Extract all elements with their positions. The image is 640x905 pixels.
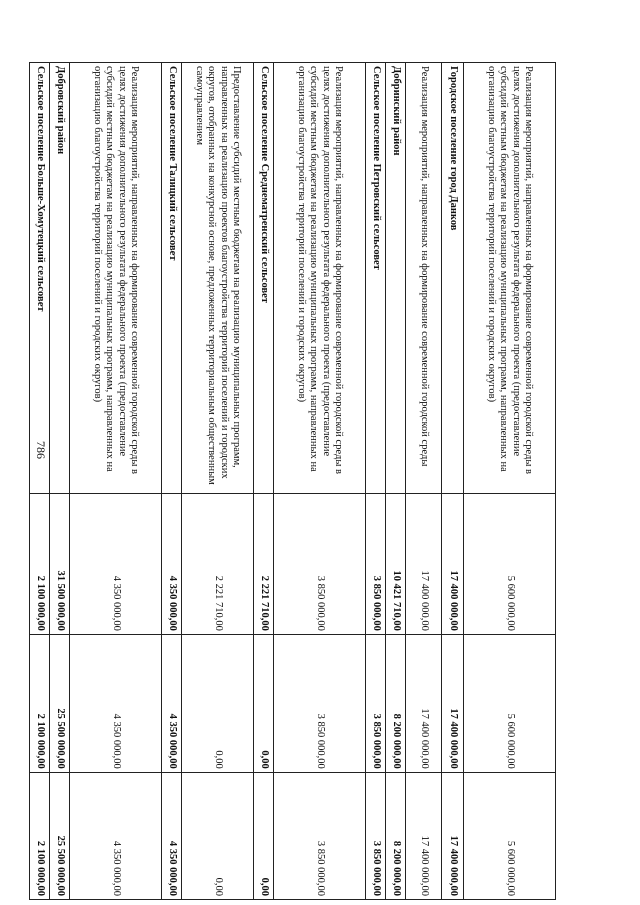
row-value-1-cell: 17 400 000,00: [406, 494, 442, 635]
row-value-3-cell: 17 400 000,00: [406, 772, 442, 899]
row-name-cell: Реализация мероприятий, направленных на формирование современной городской среды в целях достижения дополнительного результата федерального проекта (предоставление субсидий местным бюджетам на реализацию муниципальных программ, направленных на организацию благоустройства территорий поселений и городских округов): [70, 63, 162, 494]
row-value-3-cell: 0,00: [182, 772, 254, 899]
row-name-cell: Городское поселение город Данков: [442, 63, 464, 494]
row-value-2-cell: 4 350 000,00: [162, 634, 182, 772]
row-value-3-cell: 3 850 000,00: [274, 772, 366, 899]
row-value-3-cell: 5 600 000,00: [464, 772, 556, 899]
row-value-3-cell: 4 350 000,00: [70, 772, 162, 899]
row-name-cell: Добровский район: [50, 63, 70, 494]
row-value-2-cell: 3 850 000,00: [274, 634, 366, 772]
row-value-3-cell: 25 500 000,00: [50, 772, 70, 899]
row-value-2-cell: 3 850 000,00: [366, 634, 386, 772]
row-name-cell: Реализация мероприятий, направленных на формирование современной городской среды в целях достижения дополнительного результата федерального проекта (предоставление субсидий местным бюджетам на реализацию муниципальных программ, направленных на организацию благоустройства территорий поселений и городских округов): [464, 63, 556, 494]
row-value-2-cell: 5 600 000,00: [464, 634, 556, 772]
row-value-1-cell: 2 221 710,00: [254, 494, 274, 635]
table-row: [70, 63, 162, 900]
row-value-2-cell: 0,00: [254, 634, 274, 772]
row-value-2-cell: 2 100 000,00: [30, 634, 50, 772]
row-value-2-cell: 0,00: [182, 634, 254, 772]
row-name-cell: Сельское поселение Петровский сельсовет: [366, 63, 386, 494]
page-number: 786: [34, 441, 48, 459]
row-name-cell: Реализация мероприятий, направленных на формирование современной городской среды: [406, 63, 442, 494]
table-row: [254, 63, 274, 900]
row-value-2-cell: 17 400 000,00: [406, 634, 442, 772]
budget-table-body: [30, 63, 556, 900]
table-row: [386, 63, 406, 900]
table-row: [274, 63, 366, 900]
row-name-cell: Предоставление субсидий местным бюджетам на реализацию муниципальных программ, направленных на реализацию проектов благоустройства территорий поселений и городских округов, отобранных на конкурсной основе, предложенных территориальным общественным самоуправлением: [182, 63, 254, 494]
row-name-cell: Добринский район: [386, 63, 406, 494]
row-value-2-cell: 25 500 000,00: [50, 634, 70, 772]
row-value-3-cell: 8 200 000,00: [386, 772, 406, 899]
table-row: [406, 63, 442, 900]
row-value-1-cell: 31 500 000,00: [50, 494, 70, 635]
budget-table: [29, 62, 556, 900]
row-value-2-cell: 4 350 000,00: [70, 634, 162, 772]
row-value-2-cell: 8 200 000,00: [386, 634, 406, 772]
row-value-1-cell: 17 400 000,00: [442, 494, 464, 635]
table-row: [442, 63, 464, 900]
row-value-3-cell: 4 350 000,00: [162, 772, 182, 899]
row-name-cell: Сельское поселение Больше-Хомутецкий сельсовет: [30, 63, 50, 494]
row-value-3-cell: 17 400 000,00: [442, 772, 464, 899]
row-value-3-cell: 0,00: [254, 772, 274, 899]
table-row: [464, 63, 556, 900]
row-name-cell: Реализация мероприятий, направленных на формирование современной городской среды в целях достижения дополнительного результата федерального проекта (предоставление субсидий местным бюджетам на реализацию муниципальных программ, направленных на организацию благоустройства территорий поселений и городских округов): [274, 63, 366, 494]
row-value-1-cell: 5 600 000,00: [464, 494, 556, 635]
table-row: [30, 63, 50, 900]
row-value-1-cell: 4 350 000,00: [70, 494, 162, 635]
table-row: [50, 63, 70, 900]
row-name-cell: Сельское поселение Талицкий сельсовет: [162, 63, 182, 494]
row-value-3-cell: 2 100 000,00: [30, 772, 50, 899]
row-value-3-cell: 3 850 000,00: [366, 772, 386, 899]
row-name-cell: Сельское поселение Среднематренский сельсовет: [254, 63, 274, 494]
row-value-1-cell: 10 421 710,00: [386, 494, 406, 635]
row-value-1-cell: 3 850 000,00: [274, 494, 366, 635]
row-value-1-cell: 3 850 000,00: [366, 494, 386, 635]
row-value-1-cell: 4 350 000,00: [162, 494, 182, 635]
row-value-2-cell: 17 400 000,00: [442, 634, 464, 772]
row-value-1-cell: 2 100 000,00: [30, 494, 50, 635]
table-row: [366, 63, 386, 900]
table-row: [182, 63, 254, 900]
table-row: [162, 63, 182, 900]
row-value-1-cell: 2 221 710,00: [182, 494, 254, 635]
